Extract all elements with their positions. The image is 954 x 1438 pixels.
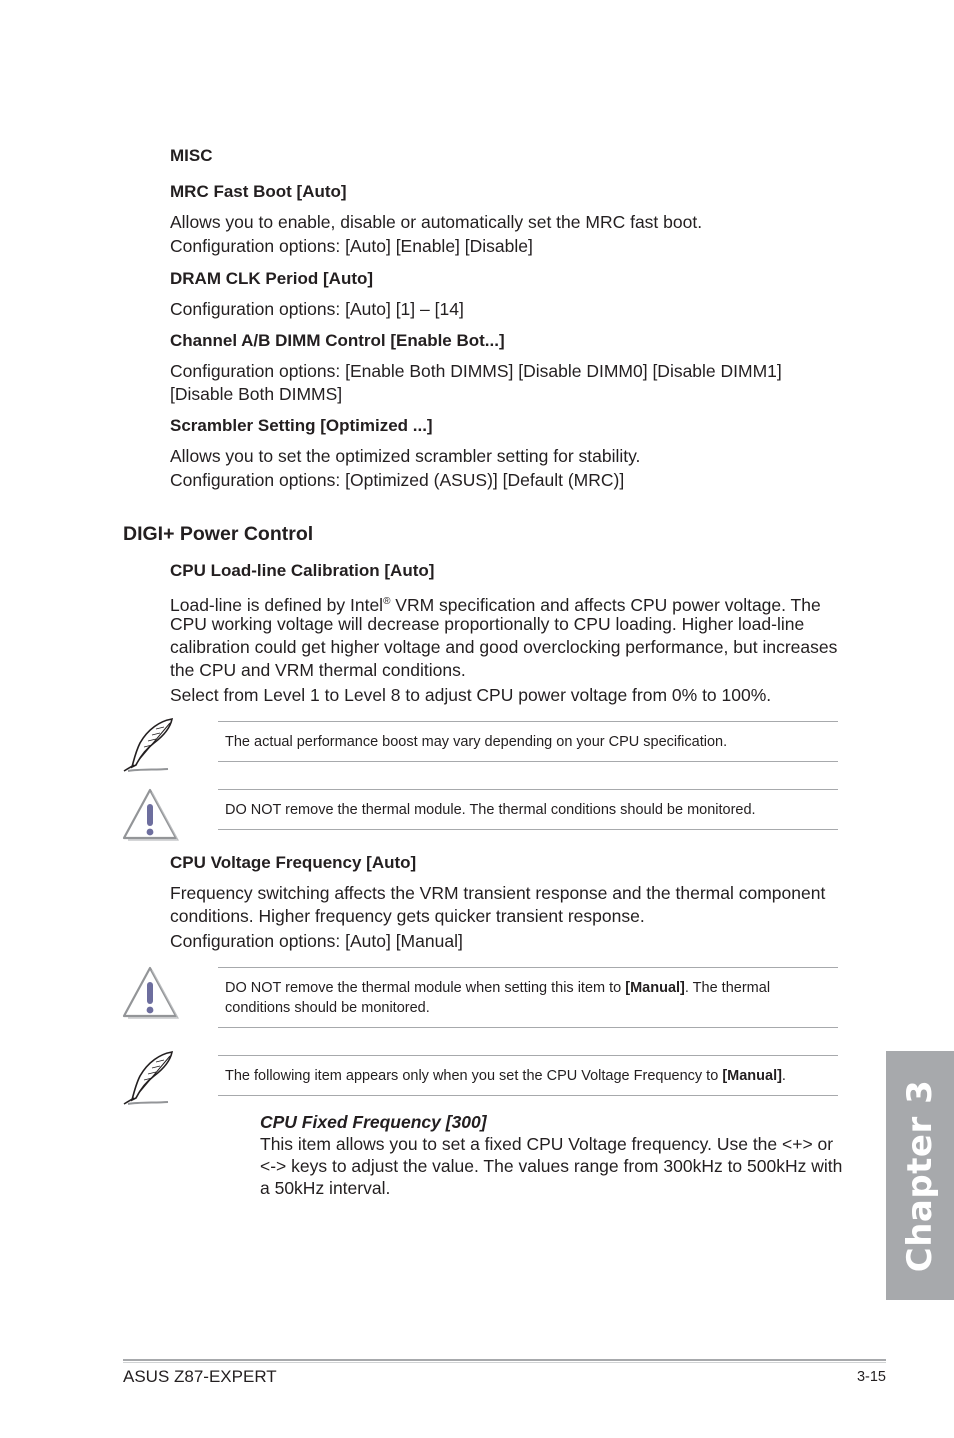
mrc-fast-boot-desc: Allows you to enable, disable or automatically set the MRC fast boot. xyxy=(170,212,703,232)
warning-1-text: DO NOT remove the thermal module. The thermal conditions should be monitored. xyxy=(225,802,756,818)
mrc-fast-boot-title: MRC Fast Boot [Auto] xyxy=(170,182,347,201)
warning-2-text-line-1: DO NOT remove the thermal module when setting this item to [Manual]. The thermal xyxy=(225,980,771,996)
fixed-freq-desc-1: This item allows you to set a fixed CPU Voltage frequency. Use the <+> or xyxy=(260,1134,834,1154)
llc-desc-line-1: Load-line is defined by Intel® VRM specification and affects CPU power voltage. The xyxy=(170,594,821,615)
footer-page-number: 3-15 xyxy=(856,1369,886,1385)
llc-desc-line-4: the CPU and VRM thermal conditions. xyxy=(170,660,466,680)
note-1-text: The actual performance boost may vary depending on your CPU specification. xyxy=(225,734,728,750)
dram-clk-title: DRAM CLK Period [Auto] xyxy=(170,269,374,288)
warning-triangle-icon xyxy=(120,786,180,846)
chapter-side-tab xyxy=(886,1051,954,1300)
note-2-top-rule xyxy=(218,1055,838,1056)
mrc-fast-boot-options: Configuration options: [Auto] [Enable] [Disable] xyxy=(170,236,533,256)
feather-pen-icon xyxy=(120,715,180,775)
warning-2-text-line-2: conditions should be monitored. xyxy=(225,1000,430,1016)
llc-desc-line-5: Select from Level 1 to Level 8 to adjust CPU power voltage from 0% to 100%. xyxy=(170,685,772,705)
scrambler-desc: Allows you to set the optimized scrambler setting for stability. xyxy=(170,446,641,466)
dimm-control-title: Channel A/B DIMM Control [Enable Bot...] xyxy=(170,331,505,350)
warning-2-top-rule xyxy=(218,967,838,968)
chapter-label: Chapter 3 xyxy=(900,1079,940,1272)
fixed-freq-desc-2: <-> keys to adjust the value. The values range from 300kHz to 500kHz with xyxy=(260,1156,843,1176)
note-2-bottom-rule xyxy=(218,1095,838,1096)
vfreq-options: Configuration options: [Auto] [Manual] xyxy=(170,931,463,951)
warning-2-bottom-rule xyxy=(218,1027,838,1028)
note-2-text: The following item appears only when you set the CPU Voltage Frequency to [Manual]. xyxy=(225,1068,786,1084)
warning-1-bottom-rule xyxy=(218,829,838,830)
warning-triangle-icon xyxy=(120,964,180,1024)
vfreq-desc-2: conditions. Higher frequency gets quicker transient response. xyxy=(170,906,645,926)
vfreq-title: CPU Voltage Frequency [Auto] xyxy=(170,853,417,872)
vfreq-desc-1: Frequency switching affects the VRM transient response and the thermal component xyxy=(170,883,826,903)
scrambler-title: Scrambler Setting [Optimized ...] xyxy=(170,416,433,435)
feather-pen-icon xyxy=(120,1048,180,1108)
note-1-bottom-rule xyxy=(218,761,838,762)
llc-title: CPU Load-line Calibration [Auto] xyxy=(170,561,435,580)
footer-product-name: ASUS Z87-EXPERT xyxy=(123,1367,277,1386)
fixed-freq-desc-3: a 50kHz interval. xyxy=(260,1178,391,1198)
warning-1-top-rule xyxy=(218,789,838,790)
footer-rule-secondary xyxy=(123,1362,886,1363)
dimm-control-options-1: Configuration options: [Enable Both DIMMS] [Disable DIMM0] [Disable DIMM1] xyxy=(170,361,782,381)
llc-desc-line-3: calibration could get higher voltage and good overclocking performance, but increases xyxy=(170,637,838,657)
dram-clk-options: Configuration options: [Auto] [1] – [14] xyxy=(170,299,464,319)
fixed-freq-title: CPU Fixed Frequency [300] xyxy=(260,1112,487,1132)
note-1-top-rule xyxy=(218,721,838,722)
digi-power-heading: DIGI+ Power Control xyxy=(123,523,314,545)
llc-desc-line-2: CPU working voltage will decrease proportionally to CPU loading. Higher load-line xyxy=(170,614,805,634)
scrambler-options: Configuration options: [Optimized (ASUS)] [Default (MRC)] xyxy=(170,470,625,490)
footer-rule xyxy=(123,1359,886,1361)
dimm-control-options-2: [Disable Both DIMMS] xyxy=(170,384,343,404)
misc-heading: MISC xyxy=(170,146,213,165)
